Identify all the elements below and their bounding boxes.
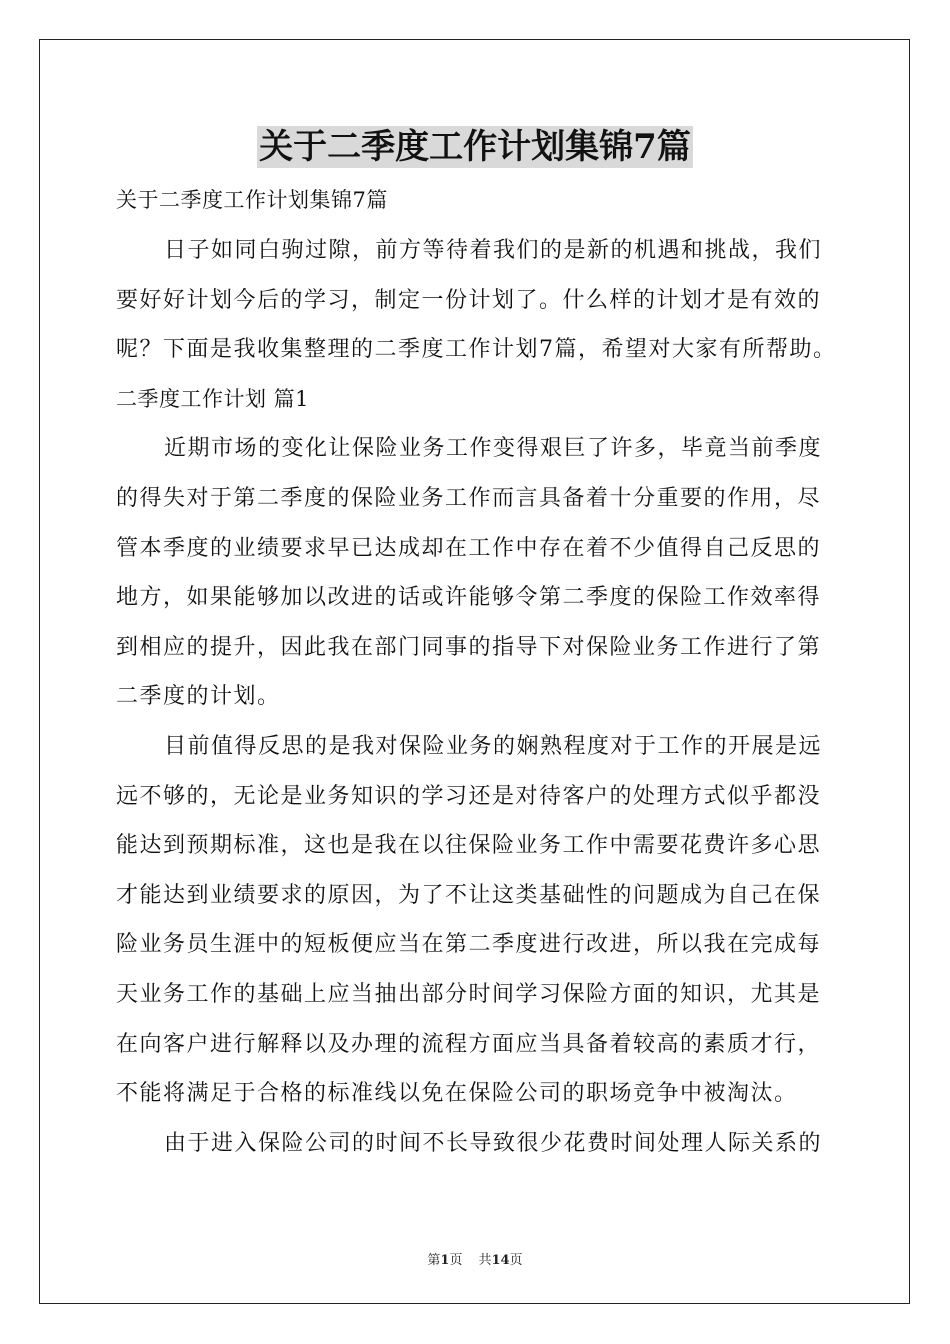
paragraph-2: [116, 722, 836, 1119]
paragraph-line: 天业务工作的基础上应当抽出部分时间学习保险方面的知识，尤其是: [116, 981, 822, 1007]
footer-total-pages: 14: [491, 1253, 510, 1268]
paragraph-3: [116, 1119, 836, 1169]
intro-line: 呢？下面是我收集整理的二季度工作计划7篇，希望对大家有所帮助。: [116, 337, 837, 363]
paragraph-line: 不能将满足于合格的标准线以免在保险公司的职场竞争中被淘汰。: [116, 1081, 798, 1107]
paragraph-line: 远不够的，无论是业务知识的学习还是对待客户的处理方式似乎都没: [116, 783, 822, 809]
paragraph-line: 险业务员生涯中的短板便应当在第二季度进行改进，所以我在完成每: [116, 932, 822, 958]
intro-paragraph: [116, 226, 836, 375]
document-title: 关于二季度工作计划集锦7篇: [259, 127, 691, 167]
footer-page-suffix: 页: [449, 1253, 463, 1268]
intro-line: 要好好计划今后的学习，制定一份计划了。什么样的计划才是有效的: [116, 287, 822, 313]
document-subtitle: 关于二季度工作计划集锦7篇: [116, 188, 388, 212]
paragraph-line: 才能达到业绩要求的原因，为了不让这类基础性的问题成为自己在保: [116, 882, 822, 908]
page-footer: [0, 1249, 950, 1268]
paragraph-line: 的得失对于第二季度的保险业务工作而言具备着十分重要的作用，尽: [116, 485, 822, 511]
section-heading: 二季度工作计划 篇1: [116, 386, 310, 411]
footer-total-prefix: 共: [478, 1253, 492, 1268]
footer-total-suffix: 页: [509, 1253, 523, 1268]
intro-line: 日子如同白驹过隙，前方等待着我们的是新的机遇和挑战，我们: [164, 238, 823, 263]
document-body: [116, 180, 836, 1168]
paragraph-line: 到相应的提升，因此我在部门同事的指导下对保险业务工作进行了第: [116, 634, 822, 660]
paragraph-line: 二季度的计划。: [116, 684, 281, 710]
paragraph-line: 管本季度的业绩要求早已达成却在工作中存在着不少值得自己反思的: [116, 535, 822, 561]
paragraph-1: [116, 424, 836, 722]
title-container: [0, 126, 950, 168]
paragraph-line: 近期市场的变化让保险业务工作变得艰巨了许多，毕竟当前季度: [164, 436, 823, 462]
paragraph-line: 地方，如果能够加以改进的话或许能够令第二季度的保险工作效率得: [116, 585, 822, 611]
paragraph-line: 目前值得反思的是我对保险业务的娴熟程度对于工作的开展是远: [164, 733, 823, 759]
footer-page-number: 1: [440, 1253, 450, 1268]
footer-page-prefix: 第: [427, 1253, 441, 1268]
paragraph-line: 能达到预期标准，这也是我在以往保险业务工作中需要花费许多心思: [116, 833, 822, 859]
paragraph-line: 在向客户进行解释以及办理的流程方面应当具备着较高的素质才行，: [116, 1031, 822, 1057]
paragraph-line: 由于进入保险公司的时间不长导致很少花费时间处理人际关系的: [164, 1130, 823, 1156]
